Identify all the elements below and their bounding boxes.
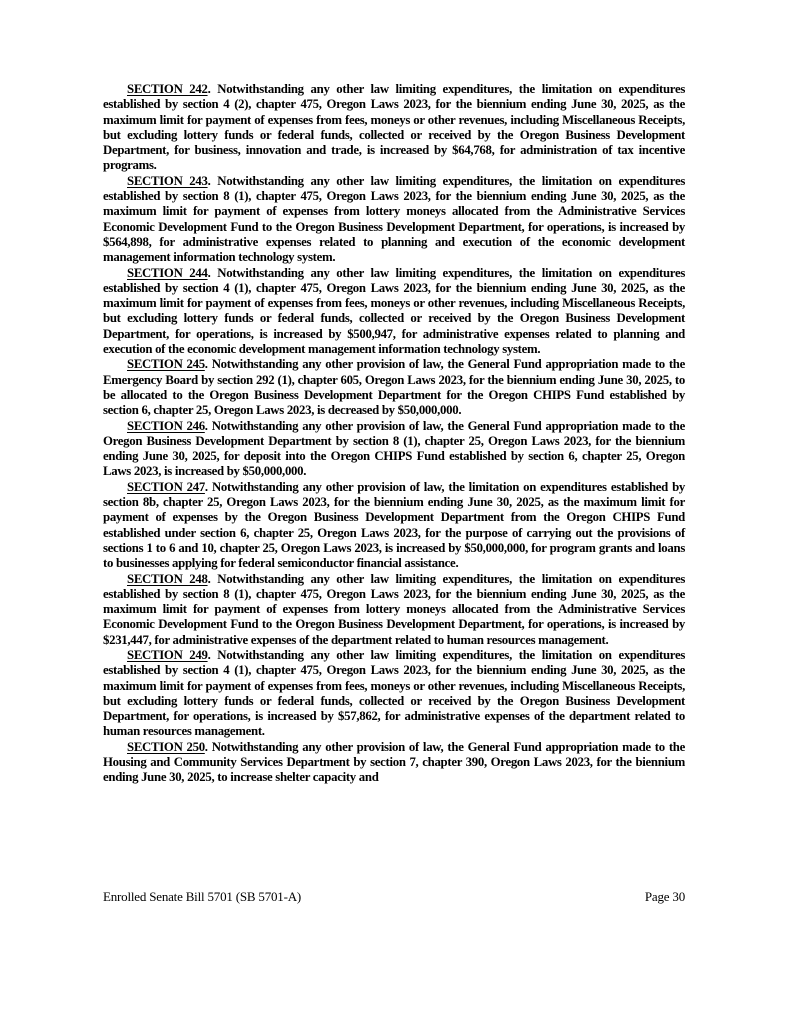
section-number: SECTION 245 [127, 357, 205, 372]
section-text: Notwithstanding any other provision of law, the General Fund appropriation made to the Housing and Community Services Department by section 7, chapter 390, Oregon Laws 2023, for the biennium ending June 30, 2025, to increase shelter capacity and [103, 739, 685, 785]
section-text: Notwithstanding any other law limiting expenditures, the limitation on expenditures established by section 8 (1), chapter 475, Oregon Laws 2023, for the biennium ending June 30, 2025, as the maximum limit for payment of expenses from lottery moneys allocated from the Administrative Services Economic Development Fund to the Oregon Business Development Department, for operations, is increased by $231,447, for administrative expenses of the department related to human resources management. [103, 571, 686, 647]
section-separator: . [204, 479, 212, 494]
section-number: SECTION 244 [127, 265, 208, 280]
section-number: SECTION 249 [127, 647, 208, 662]
section-separator: . [207, 82, 218, 96]
section-number: SECTION 246 [127, 418, 205, 433]
section-paragraph-249 [103, 648, 685, 740]
section-text: Notwithstanding any other law limiting expenditures, the limitation on expenditures established by section 8 (1), chapter 475, Oregon Laws 2023, for the biennium ending June 30, 2025, as the maximum limit for payment of expenses from lottery moneys allocated from the Administrative Services Economic Development Fund to the Oregon Business Development Department, for operations, is increased by $564,898, for administrative expenses related to planning and execution of the economic development management information technology system. [103, 173, 686, 265]
section-paragraph-248 [103, 572, 685, 648]
section-paragraph-242 [103, 82, 685, 174]
section-number: SECTION 250 [127, 739, 205, 754]
section-text: Notwithstanding any other law limiting expenditures, the limitation on expenditures established by section 4 (1), chapter 475, Oregon Laws 2023, for the biennium ending June 30, 2025, as the maximum limit for payment of expenses from fees, moneys or other revenues, including Miscellaneous Receipts, but excluding lottery funds or federal funds, collected or received by the Oregon Business Development Department, for operations, is increased by $500,947, for administrative expenses related to planning and execution of the economic development management information technology system. [103, 265, 686, 357]
section-text: Notwithstanding any other law limiting expenditures, the limitation on expenditures established by section 4 (2), chapter 475, Oregon Laws 2023, for the biennium ending June 30, 2025, as the maximum limit for payment of expenses from fees, moneys or other revenues, including Miscellaneous Receipts, but excluding lottery funds or federal funds, collected or received by the Oregon Business Development Department, for business, innovation and trade, is increased by $64,768, for administration of tax incentive programs. [103, 82, 686, 173]
section-number: SECTION 248 [127, 571, 208, 586]
section-separator: . [204, 357, 212, 372]
footer-page-number: Page 30 [644, 889, 685, 904]
section-number: SECTION 243 [127, 173, 208, 188]
footer-bill-title: Enrolled Senate Bill 5701 (SB 5701-A) [103, 889, 302, 904]
section-text: Notwithstanding any other law limiting expenditures, the limitation on expenditures established by section 4 (1), chapter 475, Oregon Laws 2023, for the biennium ending June 30, 2025, as the maximum limit for payment of expenses from fees, moneys or other revenues, including Miscellaneous Receipts, but excluding lottery funds or federal funds, collected or received by the Oregon Business Development Department, for operations, is increased by $57,862, for administrative expenses of the department related to human resources management. [103, 647, 686, 739]
section-number: SECTION 242 [127, 82, 208, 96]
section-separator: . [207, 571, 218, 586]
section-number: SECTION 247 [127, 479, 205, 494]
section-paragraph-246 [103, 419, 685, 480]
section-separator: . [207, 265, 218, 280]
section-text: Notwithstanding any other provision of law, the General Fund appropriation made to the Oregon Business Development Department by section 8 (1), chapter 25, Oregon Laws 2023, for the biennium ending June 30, 2025, for deposit into the Oregon CHIPS Fund established by section 6, chapter 25, Oregon Laws 2023, is increased by $50,000,000. [103, 418, 685, 479]
section-separator: . [207, 173, 218, 188]
page-footer [103, 889, 685, 905]
section-separator: . [204, 418, 212, 433]
section-separator: . [207, 647, 218, 662]
section-paragraph-243 [103, 174, 685, 266]
section-text: Notwithstanding any other provision of law, the General Fund appropriation made to the Emergency Board by section 292 (1), chapter 605, Oregon Laws 2023, for the biennium ending June 30, 2025, to be allocated to the Oregon Business Development Department for the Oregon CHIPS Fund established by section 6, chapter 25, Oregon Laws 2023, is decreased by $50,000,000. [103, 357, 685, 418]
section-text: Notwithstanding any other provision of law, the limitation on expenditures established by section 8b, chapter 25, Oregon Laws 2023, for the biennium ending June 30, 2025, as the maximum limit for payment of expenses by the Oregon Business Development Department from the Oregon CHIPS Fund established under section 6, chapter 25, Oregon Laws 2023, for the purpose of carrying out the provisions of sections 1 to 6 and 10, chapter 25, Oregon Laws 2023, is increased by $50,000,000, for program grants and loans to businesses applying for federal semiconductor financial assistance. [103, 479, 685, 571]
section-paragraph-247 [103, 480, 685, 572]
section-paragraph-244 [103, 266, 685, 358]
bill-text-block [103, 82, 685, 786]
section-separator: . [204, 739, 212, 754]
section-paragraph-245 [103, 357, 685, 418]
section-paragraph-250 [103, 740, 685, 786]
